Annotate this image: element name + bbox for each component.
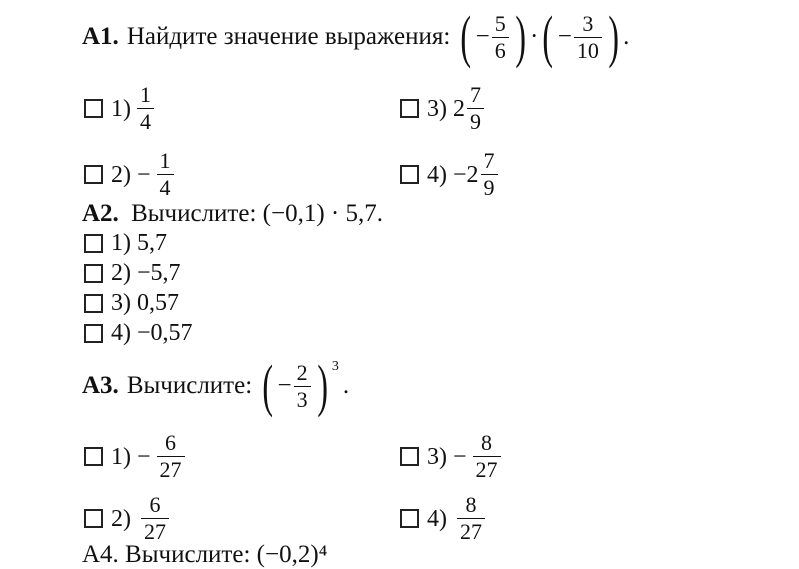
denominator: 9 <box>481 174 498 199</box>
answer-option[interactable] <box>400 494 487 543</box>
answer-option[interactable] <box>400 84 486 133</box>
numerator: 6 <box>149 492 161 517</box>
option-label: 4) −0,57 <box>111 320 193 346</box>
checkbox[interactable] <box>84 294 103 313</box>
minus-sign: − <box>137 443 151 470</box>
answer-option[interactable] <box>84 291 179 315</box>
right-paren: ) <box>608 4 619 69</box>
question-a1 <box>82 4 630 69</box>
expression <box>456 4 630 69</box>
answer-option[interactable] <box>84 231 167 255</box>
fraction <box>473 432 501 481</box>
fraction <box>137 84 154 133</box>
question-a3 <box>82 353 350 418</box>
checkbox[interactable] <box>84 264 103 283</box>
checkbox[interactable] <box>400 509 419 528</box>
denominator: 4 <box>137 108 154 133</box>
option-number: 1) <box>111 95 131 122</box>
checkbox[interactable] <box>400 165 419 184</box>
fraction <box>481 150 498 199</box>
denominator: 10 <box>574 37 602 62</box>
answer-option[interactable] <box>400 150 500 199</box>
option-number: 4) <box>427 505 447 532</box>
whole-part: 2 <box>466 161 479 188</box>
question-text: Вычислите: <box>126 372 253 399</box>
numerator: 8 <box>481 430 493 455</box>
option-number: 3) <box>427 443 447 470</box>
right-paren: ) <box>515 4 526 69</box>
option-label: 3) 0,57 <box>111 290 179 316</box>
fraction <box>157 432 185 481</box>
numerator: 7 <box>470 82 481 107</box>
denominator: 9 <box>467 108 484 133</box>
numerator: 7 <box>483 148 495 173</box>
fraction <box>467 84 484 133</box>
fraction <box>492 10 509 63</box>
period: . <box>623 23 630 50</box>
denominator: 4 <box>157 174 174 199</box>
cutoff-next-question <box>0 541 799 568</box>
minus-sign: − <box>453 443 467 470</box>
question-text: Вычислите: (−0,1) · 5,7. <box>131 200 383 227</box>
fraction <box>457 494 485 543</box>
option-number: 3) <box>427 95 447 122</box>
numerator: 1 <box>140 82 151 107</box>
denominator: 3 <box>294 386 311 411</box>
option-number: 2) <box>111 161 131 188</box>
question-text: Найдите значение выражения: <box>126 23 451 50</box>
checkbox[interactable] <box>84 447 103 466</box>
answer-option[interactable] <box>400 432 503 481</box>
denominator: 27 <box>141 518 169 543</box>
numerator: 1 <box>159 148 171 173</box>
checkbox[interactable] <box>84 509 103 528</box>
checkbox[interactable] <box>400 447 419 466</box>
checkbox[interactable] <box>84 165 103 184</box>
fraction <box>574 10 602 63</box>
checkbox[interactable] <box>84 324 103 343</box>
numerator: 8 <box>465 492 477 517</box>
minus-sign: − <box>475 23 490 50</box>
answer-option[interactable] <box>84 261 181 285</box>
checkbox[interactable] <box>400 99 419 118</box>
numerator: 5 <box>494 10 506 36</box>
expression <box>258 353 350 418</box>
minus-sign: − <box>453 161 467 188</box>
answer-option[interactable] <box>84 150 176 199</box>
minus-sign: − <box>557 23 572 50</box>
cutoff-text: А4. Вычислите: (−0,2)⁴ <box>82 541 328 568</box>
multiply-dot: · <box>530 23 539 50</box>
fraction <box>294 359 311 412</box>
denominator: 6 <box>492 37 509 62</box>
answer-option[interactable] <box>84 321 193 345</box>
minus-sign: − <box>137 161 151 188</box>
answer-option[interactable] <box>84 432 187 481</box>
question-label: A2. <box>82 200 119 227</box>
option-label: 2) −5,7 <box>111 260 181 286</box>
question-a2 <box>82 200 383 228</box>
question-label: A1. <box>82 23 119 50</box>
left-paren: ( <box>542 4 554 69</box>
left-paren: ( <box>262 353 274 418</box>
left-paren: ( <box>460 4 472 69</box>
numerator: 6 <box>165 430 177 455</box>
denominator: 27 <box>473 456 501 481</box>
checkbox[interactable] <box>84 99 103 118</box>
numerator: 2 <box>296 359 308 385</box>
period: . <box>342 372 350 399</box>
answer-option[interactable] <box>84 494 171 543</box>
option-number: 1) <box>111 443 131 470</box>
minus-sign: − <box>277 372 292 399</box>
whole-part: 2 <box>453 95 465 122</box>
option-number: 4) <box>427 161 447 188</box>
answer-option[interactable] <box>84 84 156 133</box>
question-label: A3. <box>82 372 119 399</box>
right-paren: ) <box>316 353 328 418</box>
denominator: 27 <box>457 518 485 543</box>
denominator: 27 <box>157 456 185 481</box>
fraction <box>141 494 169 543</box>
option-number: 2) <box>111 505 131 532</box>
exponent: 3 <box>331 359 339 374</box>
checkbox[interactable] <box>84 234 103 253</box>
numerator: 3 <box>582 10 594 36</box>
fraction <box>157 150 174 199</box>
option-label: 1) 5,7 <box>111 230 167 256</box>
